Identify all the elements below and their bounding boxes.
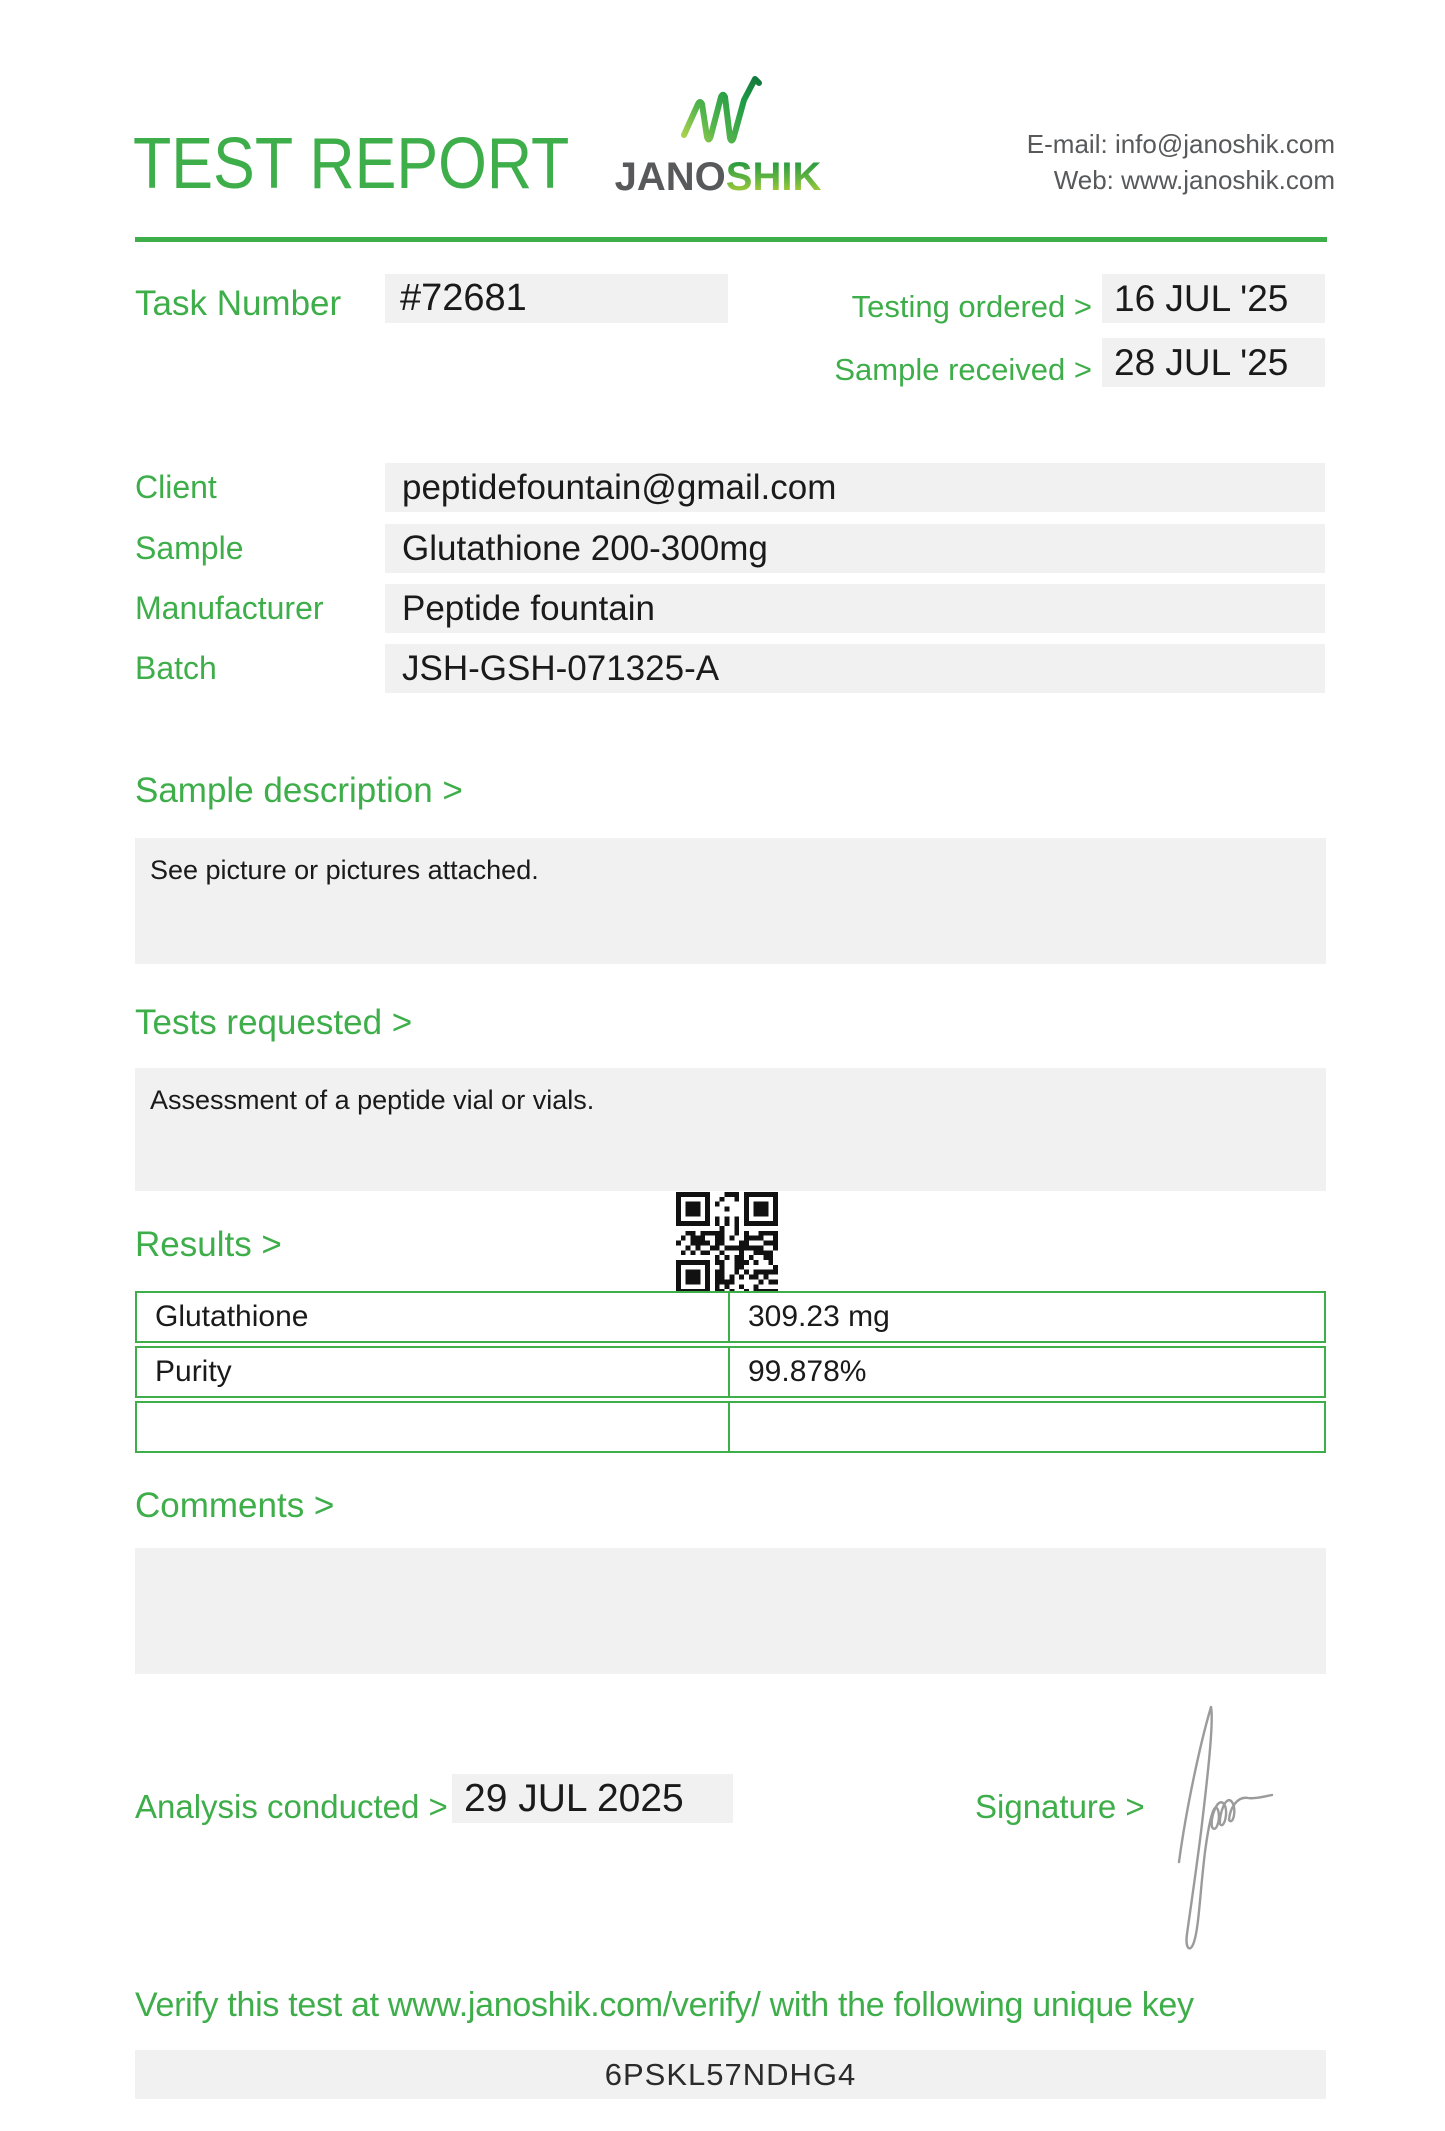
testing-ordered-box	[1102, 274, 1325, 323]
sample-value: Glutathione 200-300mg	[402, 529, 768, 568]
comments-box	[135, 1548, 1326, 1674]
results-table	[135, 1291, 1326, 1456]
task-number-value: #72681	[400, 277, 527, 319]
manufacturer-label: Manufacturer	[135, 590, 324, 626]
batch-value: JSH-GSH-071325-A	[402, 649, 720, 688]
results-row	[135, 1346, 1326, 1398]
sample-description-heading: Sample description >	[135, 771, 463, 810]
tests-requested-text: Assessment of a peptide vial or vials.	[150, 1085, 595, 1115]
wordmark-primary: JANO	[614, 155, 726, 199]
batch-box	[385, 644, 1325, 693]
signature-image	[1150, 1692, 1370, 1957]
sample-received-box	[1102, 338, 1325, 387]
contact-email-line	[1027, 126, 1335, 162]
web-value: www.janoshik.com	[1121, 165, 1335, 195]
task-number-box	[385, 274, 728, 323]
tests-requested-box	[135, 1068, 1326, 1191]
header-divider	[135, 237, 1327, 242]
email-value: info@janoshik.com	[1114, 129, 1335, 159]
sample-description-text: See picture or pictures attached.	[150, 855, 539, 885]
comments-text	[135, 1548, 1326, 1565]
web-label: Web:	[1053, 165, 1114, 195]
analysis-conducted-label: Analysis conducted >	[135, 1788, 448, 1825]
tests-requested-heading: Tests requested >	[135, 1003, 413, 1042]
testing-ordered-label: Testing ordered >	[851, 289, 1092, 324]
contact-block	[1027, 126, 1335, 198]
email-label: E-mail:	[1026, 129, 1108, 159]
batch-label: Batch	[135, 650, 217, 686]
result-name: Glutathione	[155, 1300, 309, 1333]
testing-ordered-value: 16 JUL '25	[1114, 278, 1289, 319]
qr-code	[676, 1192, 778, 1294]
client-label: Client	[135, 469, 217, 505]
analysis-date-box	[452, 1774, 733, 1823]
client-box	[385, 463, 1325, 512]
contact-web-line	[1027, 162, 1335, 198]
janoshik-wordmark	[612, 157, 824, 197]
result-name: Purity	[155, 1355, 232, 1388]
comments-heading: Comments >	[135, 1486, 335, 1525]
sample-label: Sample	[135, 530, 244, 566]
signature-label: Signature >	[975, 1788, 1145, 1825]
results-row	[135, 1401, 1326, 1453]
analysis-date-value: 29 JUL 2025	[464, 1777, 684, 1820]
result-value: 309.23 mg	[748, 1300, 890, 1333]
wordmark-secondary: SHIK	[725, 155, 822, 199]
page-title: TEST REPORT	[133, 124, 570, 204]
sample-box	[385, 524, 1325, 573]
result-value: 99.878%	[748, 1355, 867, 1388]
verify-key-box	[135, 2050, 1326, 2099]
verify-instruction: Verify this test at www.janoshik.com/verify/ with the following unique key	[135, 1986, 1194, 2024]
client-value: peptidefountain@gmail.com	[402, 468, 837, 507]
janoshik-logo-icon	[680, 74, 764, 148]
verify-key-value: 6PSKL57NDHG4	[604, 2057, 857, 2092]
sample-received-value: 28 JUL '25	[1114, 342, 1289, 383]
manufacturer-value: Peptide fountain	[402, 589, 655, 628]
results-heading: Results >	[135, 1225, 282, 1264]
sample-received-label: Sample received >	[834, 352, 1092, 387]
task-number-label: Task Number	[135, 284, 342, 323]
sample-description-box	[135, 838, 1326, 964]
manufacturer-box	[385, 584, 1325, 633]
results-row	[135, 1291, 1326, 1343]
